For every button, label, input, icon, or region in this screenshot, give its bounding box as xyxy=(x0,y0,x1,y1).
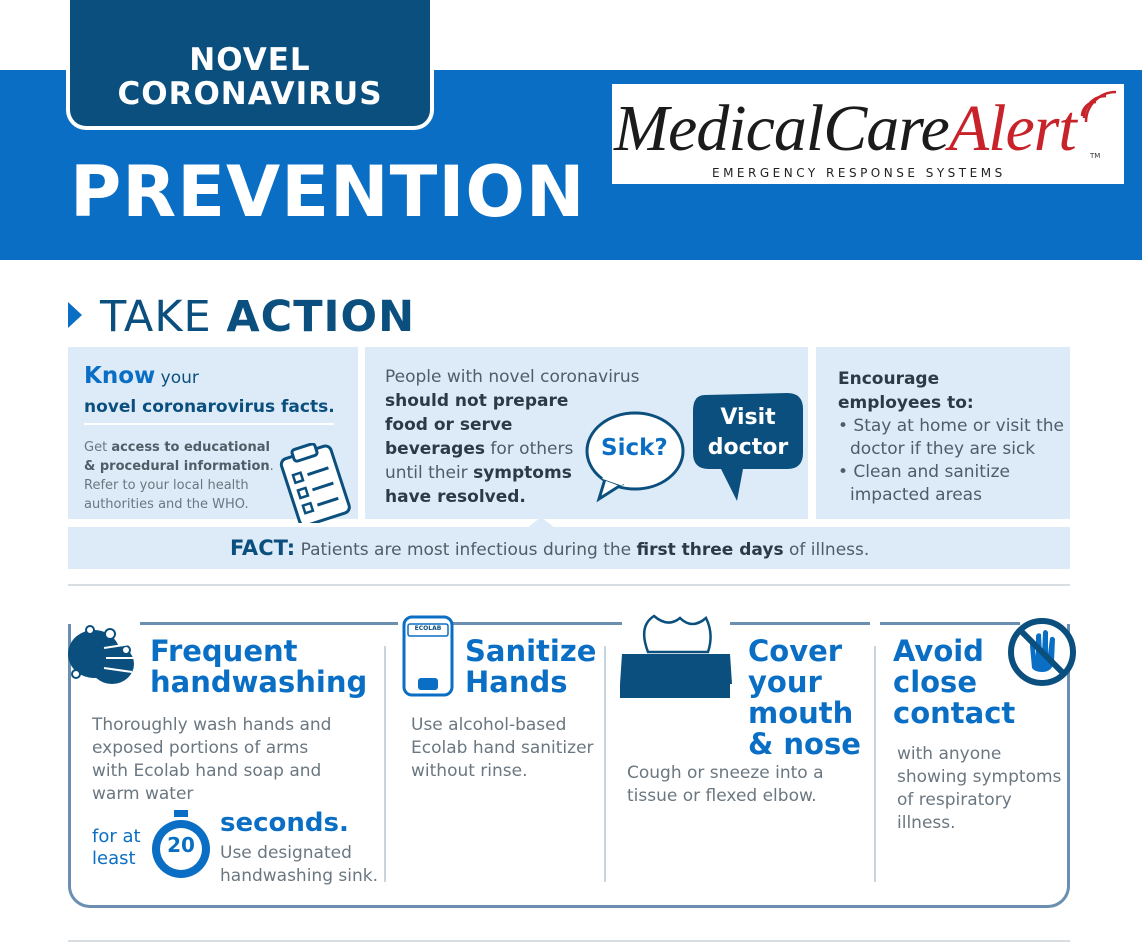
handwashing-heading: Frequent handwashing xyxy=(150,634,368,699)
encourage-heading: Encourage employees to: xyxy=(838,369,974,413)
handwashing-body: Thoroughly wash hands and exposed portions of arms with Ecolab hand soap and warm water xyxy=(92,715,332,804)
list-item: • Clean and sanitize xyxy=(838,462,1011,482)
column-divider xyxy=(384,646,386,882)
facts-panel xyxy=(68,347,358,519)
tab-line-coronavirus: CORONAVIRUS xyxy=(117,76,383,112)
sick-label: Sick? xyxy=(601,435,668,461)
tissue-box-icon xyxy=(618,612,740,702)
visit-doctor-label: Visit doctor xyxy=(707,405,789,460)
section-heading-take-action: TAKE ACTION xyxy=(100,292,416,342)
food-safety-text: People with novel coronavirus should not prepare food or serve beverages for others until their symptoms have resolved. xyxy=(385,367,640,507)
ecolab-brand-label: ECOLAB xyxy=(414,625,442,632)
logo-tagline: EMERGENCY RESPONSE SYSTEMS xyxy=(712,166,1006,180)
avoid-contact-body: with anyone showing symptoms of respiratory illness. xyxy=(897,744,1062,833)
medical-care-alert-logo xyxy=(612,84,1124,184)
logo-wordmark: MedicalCareAlert xyxy=(614,92,1076,165)
know-heading: Know your xyxy=(84,363,199,389)
no-contact-hand-icon xyxy=(1006,616,1078,688)
encourage-list: • Stay at home or visit the doctor if they are sick • Clean and sanitize impacted areas xyxy=(838,415,1068,507)
tab-line-novel: NOVEL xyxy=(189,42,311,78)
column-divider xyxy=(874,646,876,882)
triangle-bullet-icon xyxy=(68,302,82,328)
signal-waves-icon xyxy=(1076,86,1122,126)
handwashing-icon xyxy=(60,614,140,692)
food-safety-panel xyxy=(365,347,808,519)
box-top-line xyxy=(452,622,622,625)
twenty-seconds-number: 20 xyxy=(167,833,195,857)
fact-text: FACT: Patients are most infectious during the first three days of illness. xyxy=(230,536,870,560)
employees-panel xyxy=(816,347,1070,519)
clipboard-checklist-icon xyxy=(268,443,362,523)
trademark-mark: TM xyxy=(1090,152,1101,160)
facts-subheading: novel coronarovirus facts. xyxy=(84,397,335,417)
box-top-line xyxy=(140,622,398,625)
sanitize-body: Use alcohol-based Ecolab hand sanitizer without rinse. xyxy=(411,715,594,781)
cover-heading: Cover your mouth & nose xyxy=(748,634,861,761)
fact-pointer-icon xyxy=(526,517,556,529)
facts-body: Get access to educational & procedural information. Refer to your local health authorities and the WHO. xyxy=(84,440,274,512)
cover-body: Cough or sneeze into a tissue or flexed elbow. xyxy=(627,763,824,806)
bottom-divider xyxy=(68,940,1070,942)
title-tab xyxy=(70,0,430,126)
sanitize-heading: Sanitize Hands xyxy=(465,634,597,699)
avoid-contact-heading: Avoid close contact xyxy=(893,634,1016,730)
box-top-line xyxy=(730,622,870,625)
for-at-least-label: for at least xyxy=(92,826,141,869)
seconds-label: seconds. xyxy=(220,808,349,838)
fact-bar xyxy=(68,527,1070,569)
sink-instruction: Use designated handwashing sink. xyxy=(220,843,379,886)
facts-underline xyxy=(84,423,334,425)
page-title: PREVENTION xyxy=(70,151,586,233)
section-divider xyxy=(68,584,1070,586)
list-item: • Stay at home or visit the xyxy=(838,416,1064,436)
box-top-line xyxy=(880,622,1020,625)
column-divider xyxy=(604,646,606,882)
